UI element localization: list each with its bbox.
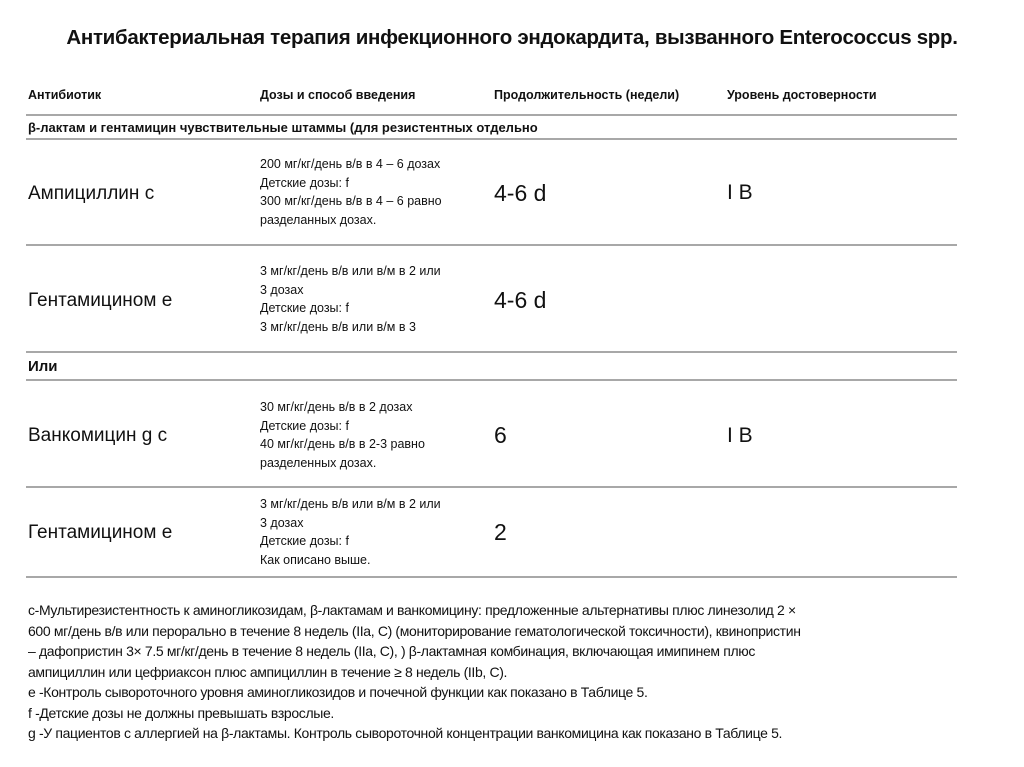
- dose-line: разделанных дозах.: [260, 212, 377, 227]
- footnote-line: ампициллин или цефриаксон плюс ампициллин в течение ≥ 8 недель (IIb, C).: [28, 663, 508, 680]
- drug-name: Ванкомицин g c: [28, 425, 168, 446]
- duration: 4-6 d: [494, 287, 547, 313]
- duration: 6: [494, 422, 507, 448]
- footnote-g: g -У пациентов с аллергией на β-лактамы. Контроль сывороточной концентрации ванкомицина как показано в Таблице 5.: [28, 725, 783, 741]
- footnote-line: – дафопристин 3× 7.5 мг/кг/день в течение 8 недель (IIa, C), ) β-лактамная комбинация, включающая имипинем плюс: [28, 643, 756, 659]
- dose-line: 3 мг/кг/день в/в или в/м в 2 или: [260, 497, 441, 511]
- header-level: Уровень достоверности: [727, 88, 877, 102]
- dose-line: 3 дозах: [260, 282, 304, 297]
- divider: [26, 576, 957, 578]
- dose-line: Детские дозы: f: [260, 301, 349, 315]
- evidence-level: I B: [727, 424, 753, 447]
- page-title: Антибактериальная терапия инфекционного эндокардита, вызванного Enterococcus spp.: [66, 26, 958, 49]
- footnote-e: e -Контроль сывороточного уровня аминогликозидов и почечной функции как показано в Таблице 5.: [28, 684, 648, 700]
- divider: [26, 244, 957, 246]
- footnote-line: c-Мультирезистентность к аминогликозидам, β-лактамам и ванкомицину: предложенные альтернативы плюс линезолид 2 ×: [28, 602, 796, 618]
- header-dose: Дозы и способ введения: [260, 88, 416, 102]
- dose-text: [260, 155, 442, 229]
- divider: [26, 379, 957, 381]
- divider: [26, 351, 957, 353]
- drug-name: Гентамицином e: [28, 290, 173, 311]
- divider: [26, 138, 957, 140]
- dose-line: 3 мг/кг/день в/в или в/м в 3: [260, 319, 416, 334]
- drug-name: Гентамицином e: [28, 522, 173, 543]
- dose-line: Детские дозы: f: [260, 175, 349, 190]
- dose-line: 30 мг/кг/день в/в в 2 дозах: [260, 400, 413, 414]
- dose-line: Детские дозы: f: [260, 534, 349, 548]
- dose-line: Детские дозы: f: [260, 418, 349, 433]
- dose-text: [260, 495, 441, 569]
- dose-line: 300 мг/кг/день в/в в 4 – 6 равно: [260, 194, 442, 208]
- dose-line: 40 мг/кг/день в/в в 2-3 равно: [260, 437, 425, 451]
- section-row-sensitive: β-лактам и гентамицин чувствительные штаммы (для резистентных отдельно: [28, 120, 538, 135]
- dose-text: [260, 262, 441, 336]
- divider: [26, 114, 957, 116]
- header-antibiotic: Антибиотик: [28, 88, 102, 102]
- dose-line: 3 дозах: [260, 515, 304, 530]
- divider: [26, 486, 957, 488]
- dose-text: [260, 398, 425, 472]
- evidence-level: I B: [727, 181, 753, 204]
- header-duration: Продолжительность (недели): [494, 88, 680, 102]
- footnote-line: 600 мг/день в/в или перорально в течение 8 недель (IIa, C) (мониторирование гематологической токсичности), квинопристин: [28, 622, 801, 639]
- dose-line: 3 мг/кг/день в/в или в/м в 2 или: [260, 264, 441, 278]
- footnotes: [28, 600, 1008, 744]
- footnote-f: f -Детские дозы не должны превышать взрослые.: [28, 704, 334, 721]
- section-row-or: Или: [28, 358, 58, 375]
- duration: 2: [494, 519, 507, 545]
- dose-line: Как описано выше.: [260, 552, 371, 567]
- dose-line: 200 мг/кг/день в/в в 4 – 6 дозах: [260, 157, 441, 171]
- dose-line: разделенных дозах.: [260, 455, 377, 470]
- duration: 4-6 d: [494, 180, 547, 206]
- drug-name: Ампициллин c: [28, 183, 155, 204]
